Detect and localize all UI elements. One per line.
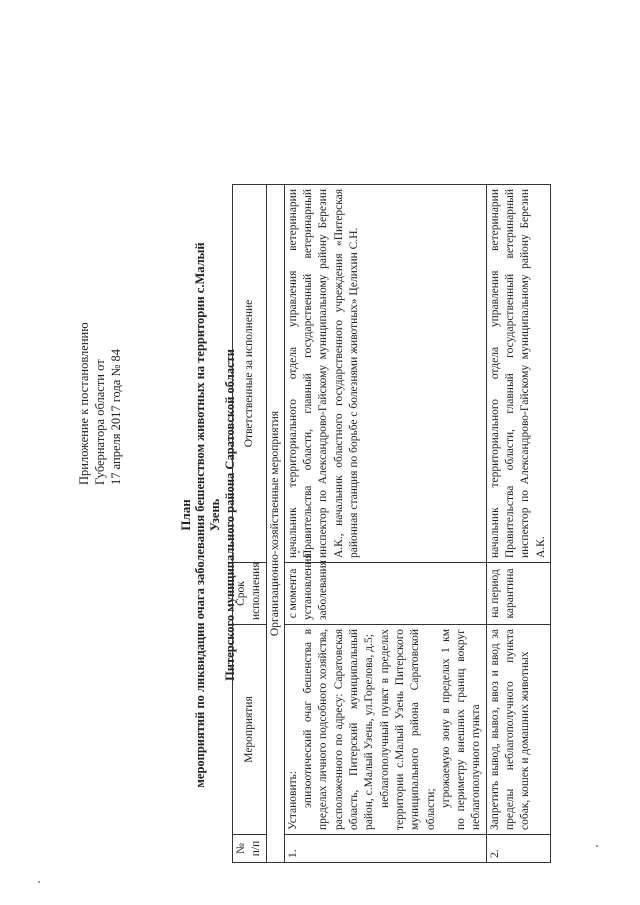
appendix-line-3: 17 апреля 2017 года № 84 <box>109 348 123 485</box>
activity-paragraph: эпизоотический очаг бешенства в пределах личного подсобного хозяйства, расположенного по адресу: Саратовская область, Питерский муниципальный район, с.Малый Узень, ул.Горелова, д.5; <box>302 629 376 830</box>
row-activity <box>284 625 486 835</box>
title-word: План <box>178 499 193 531</box>
row-num: 2. <box>486 835 550 863</box>
header-responsible: Ответственные за исполнение <box>233 185 267 563</box>
table-row <box>486 185 550 863</box>
scan-speck <box>596 845 598 847</box>
header-activity: Мероприятия <box>233 625 267 835</box>
row-term: с момента установления заболевания <box>284 563 486 625</box>
section-title: Организационно-хозяйственные мероприятия <box>266 185 284 863</box>
appendix-note <box>76 185 124 485</box>
activity-paragraph: неблагополучный пункт в пределах территории с.Малый Узень Питерского муниципального района Саратовской области; <box>378 629 437 830</box>
title-line-2: Питерского муниципального района Саратовской области <box>223 349 237 681</box>
header-term: Срок исполнения <box>233 563 267 625</box>
row-activity: Запретить вывод, вывоз, ввоз и ввод за пределы неблагополучного пункта собак, кошек и домашних животных <box>486 625 550 835</box>
table-row <box>284 185 486 863</box>
document-title <box>178 235 238 795</box>
row-responsible: начальник территориального отдела управления ветеринарии Правительства области, главный государственный ветеринарный инспектор по Александрово-Гайскому муниципальному району Березин А.К., начальник областного государственного учреждения «Питерская районная станция по борьбе с болезнями животных» Целихин С.Н. <box>284 185 486 563</box>
row-term: на период карантина <box>486 563 550 625</box>
appendix-line-1: Приложение к постановлению <box>77 322 91 485</box>
measures-table <box>232 184 551 863</box>
header-num: № п/п <box>233 835 267 863</box>
section-row <box>266 185 284 863</box>
row-responsible: начальник территориального отдела управления ветеринарии Правительства области, главный государственный ветеринарный инспектор по Александрово-Гайскому муниципальному району Березин А.К. <box>486 185 550 563</box>
title-line-1: мероприятий по ликвидации очага заболевания бешенством животных на территории с.Малый Узень <box>193 242 222 788</box>
activity-paragraph: угрожаемую зону в пределах 1 км по периметру внешних границ вокруг неблагополучного пункта <box>439 629 483 830</box>
row-num: 1. <box>284 835 486 863</box>
table-header-row <box>233 185 267 863</box>
activity-intro: Установить: <box>286 770 299 830</box>
appendix-line-2: Губернатора области от <box>93 359 107 485</box>
scan-speck <box>38 881 40 883</box>
